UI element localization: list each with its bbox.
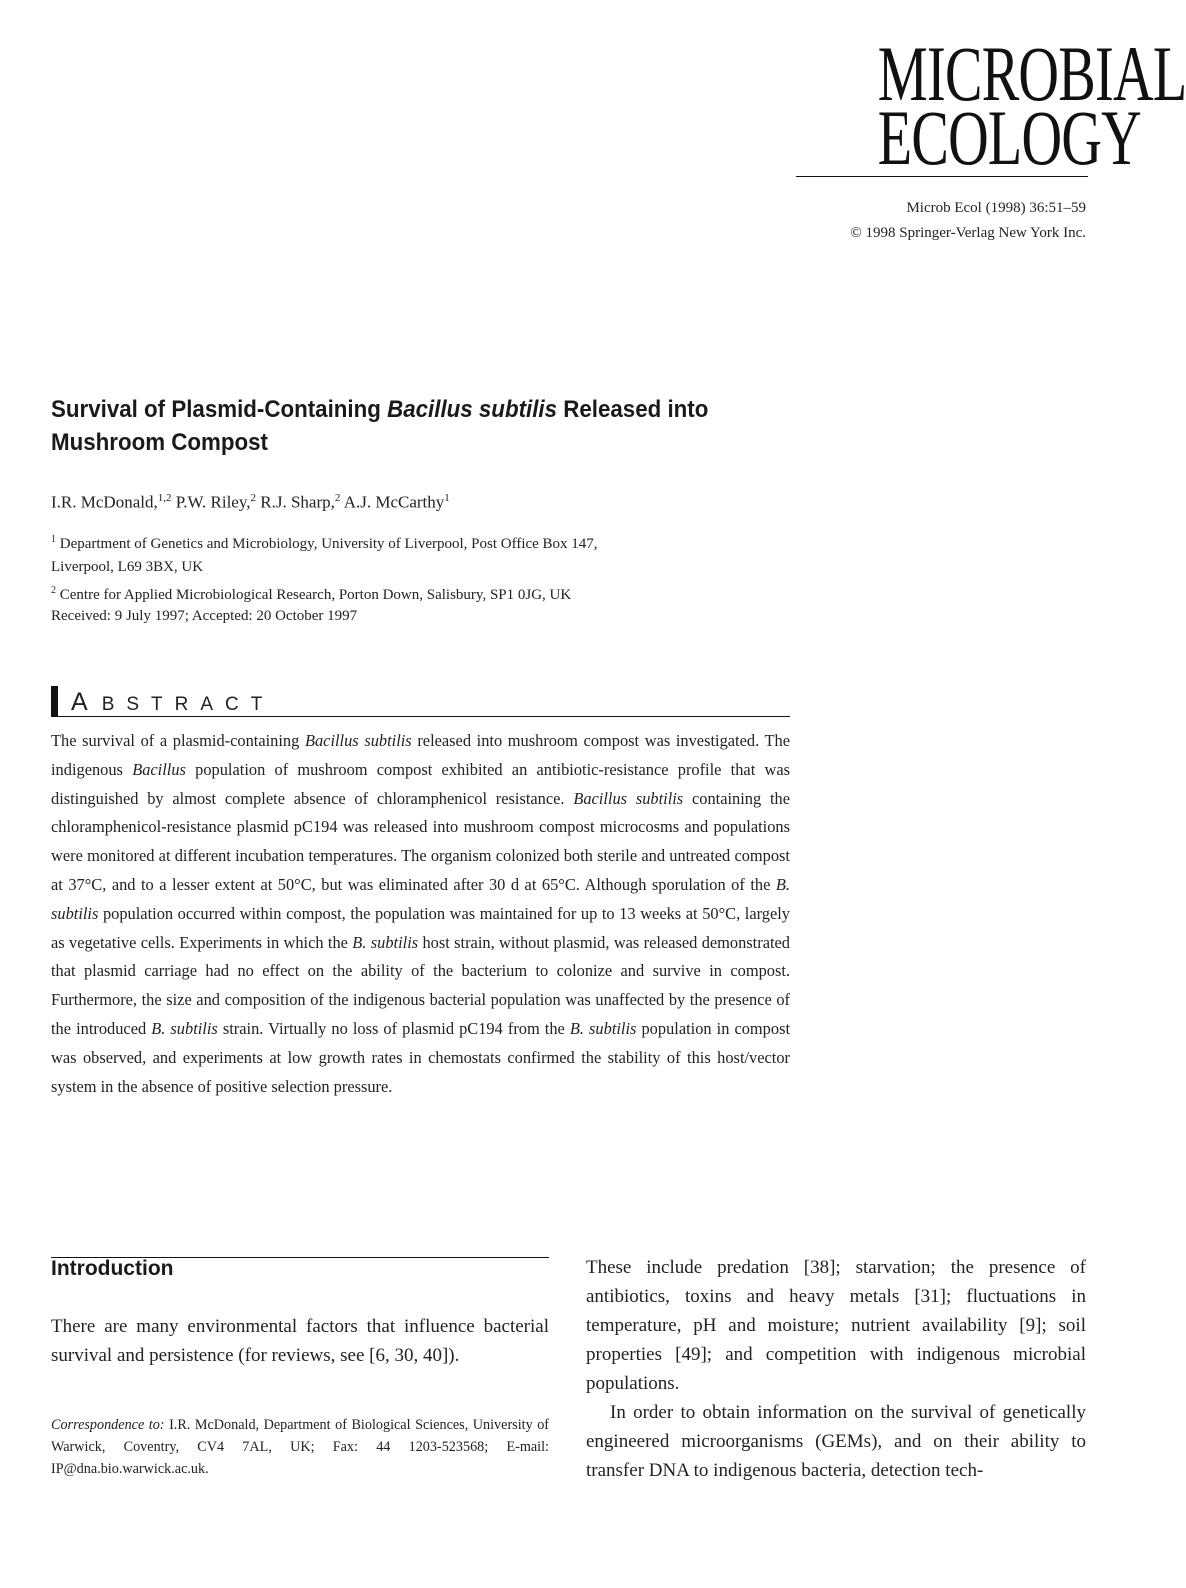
affiliation-line: Liverpool, L69 3BX, UK: [51, 559, 204, 575]
author-sup: 1,2: [157, 492, 172, 504]
species-name: B. subtilis: [151, 1018, 218, 1038]
section-heading-introduction: Introduction: [51, 1257, 174, 1280]
abstract-text-run: host strain, without plasmid, was released demonstrated that plasmid carriage had no effect on the ability of the bacterium to colonize and survive in compost. Furthermore, the size and composition of the indigenous bacterial population was unaffected by the presence of the introduced: [51, 932, 790, 1038]
species-name: B. subtilis: [569, 1018, 637, 1038]
author-sup: 1: [444, 492, 450, 504]
title-italic: Bacillus subtilis: [387, 396, 558, 423]
abstract-heading-text: [71, 688, 274, 717]
title-part2: Released into: [557, 396, 709, 423]
author: P.W. Riley,: [175, 492, 251, 512]
affiliation-1: [51, 528, 771, 579]
journal-name-line2: ECOLOGY: [877, 94, 1142, 181]
abstract-heading: [51, 686, 790, 717]
article-title: [51, 393, 758, 459]
correspondence-text: I.R. McDonald, Department of Biological Sciences, University of Warwick, Coventry, CV4 7AL, UK; Fax: 44 1203-523568; E-mail: IP@dna.bio.warwick.ac.uk.: [51, 1417, 550, 1477]
author-sup: 2: [334, 492, 341, 504]
affiliation-sup: 1: [51, 534, 56, 545]
intro-paragraph-3: In order to obtain information on the survival of genetically engineered microorganisms (GEMs), and on their ability to transfer DNA to indigenous bacteria, detection tech-: [586, 1402, 1086, 1481]
title-part1: Survival of Plasmid-Containing: [51, 396, 388, 423]
affiliations: [51, 528, 771, 607]
affiliation-line: Centre for Applied Microbiological Research, Porton Down, Salisbury, SP1 0JG, UK: [59, 587, 572, 603]
citation-block: [850, 196, 1086, 246]
abstract-heading-initial: A: [71, 688, 102, 716]
title-line2: Mushroom Compost: [51, 429, 268, 456]
abstract-bar: [51, 686, 58, 717]
abstract-text-run: population of mushroom compost exhibited an antibiotic-resistance profile that was distinguished by almost complete absence of chloramphenicol resistance.: [51, 759, 790, 808]
affiliation-2: [51, 579, 771, 607]
abstract-text-run: population occurred within compost, the population was maintained for up to 13 weeks at 50°C, largely as vegetative cells. Experiments in which the: [51, 903, 790, 952]
copyright: © 1998 Springer-Verlag New York Inc.: [850, 225, 1086, 241]
abstract-text-run: population in compost was observed, and experiments at low growth rates in chemostats confirmed the stability of this host/vector system in the absence of positive selection pressure.: [51, 1018, 791, 1096]
abstract-heading-rest: BSTRACT: [101, 694, 275, 715]
species-name: Bacillus subtilis: [573, 788, 684, 808]
intro-paragraph-2: These include predation [38]; starvation; the presence of antibiotics, toxins and heavy metals [31]; fluctuations in temperature, pH and moisture; nutrient availability [9]; soil properties [49]; and competition with indigenous microbial populations.: [586, 1257, 1086, 1394]
species-name: B. subtilis: [51, 874, 790, 923]
abstract-body: [51, 727, 790, 1101]
author: A.J. McCarthy: [343, 492, 445, 512]
author: R.J. Sharp,: [260, 492, 335, 512]
right-column: [586, 1253, 1086, 1485]
abstract-text-run: released into mushroom compost was investigated. The indigenous: [51, 731, 790, 779]
author-sup: 2: [250, 492, 257, 504]
author-list: [51, 492, 450, 513]
journal-name-line1: MICROBIAL: [877, 30, 1186, 117]
abstract-text-run: The survival of a plasmid-containing: [51, 731, 305, 750]
author: I.R. McDonald,: [51, 492, 158, 512]
correspondence-label: Correspondence to:: [51, 1417, 165, 1433]
correspondence-note: [51, 1414, 549, 1480]
species-name: Bacillus subtilis: [304, 731, 412, 750]
species-name: Bacillus: [132, 759, 186, 779]
received-dates: Received: 9 July 1997; Accepted: 20 October 1997: [51, 608, 358, 624]
intro-paragraph-1: There are many environmental factors that influence bacterial survival and persistence (for reviews, see [6, 30, 40]).: [51, 1316, 549, 1366]
abstract-text-run: containing the chloramphenicol-resistance plasmid pC194 was released into mushroom compost microcosms and populations were monitored at different incubation temperatures. The organism colonized both sterile and untreated compost at 37°C, and to a lesser extent at 50°C, but was eliminated after 30 d at 65°C. Although sporulation of the: [51, 788, 790, 894]
affiliation-line: Department of Genetics and Microbiology, University of Liverpool, Post Office Box 147,: [59, 536, 598, 552]
citation: Microb Ecol (1998) 36:51–59: [906, 200, 1086, 216]
journal-logo: [796, 30, 1186, 181]
abstract-text-run: strain. Virtually no loss of plasmid pC194 from the: [217, 1018, 570, 1038]
species-name: B. subtilis: [352, 932, 419, 952]
affiliation-sup: 2: [51, 585, 56, 596]
